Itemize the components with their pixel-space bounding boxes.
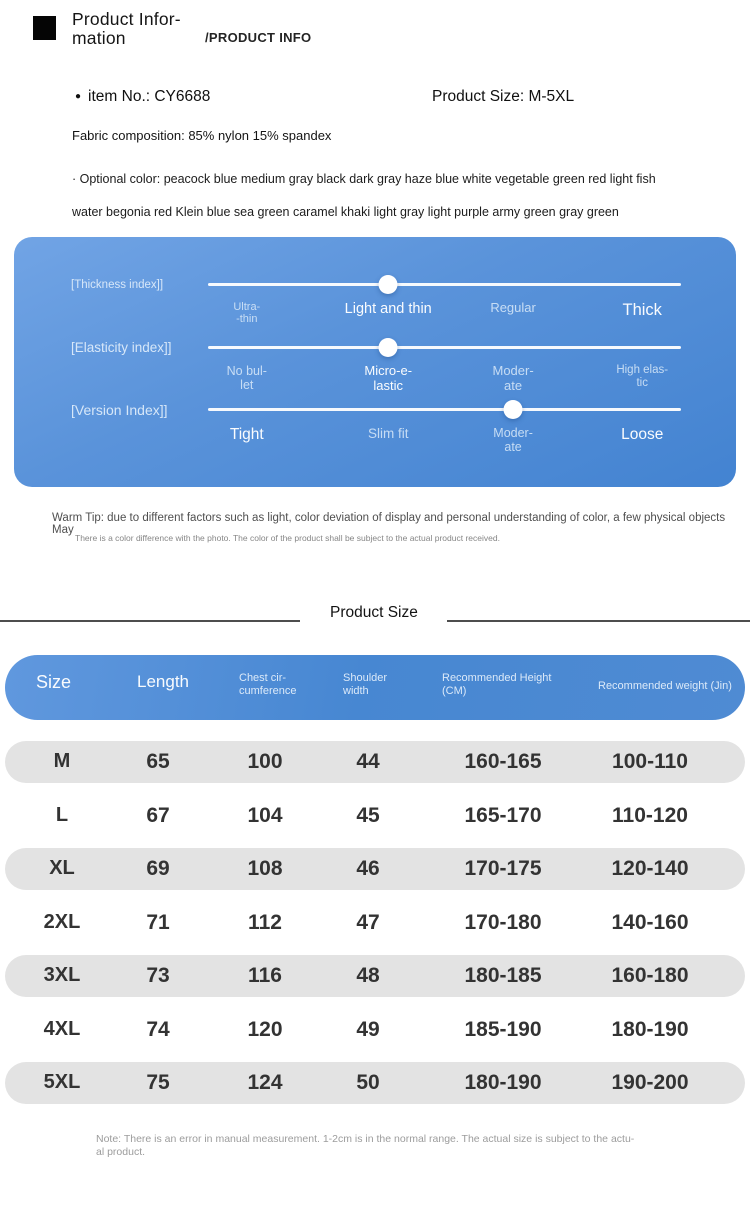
cell-shoulder: 48 [356,964,380,987]
cell-height: 170-180 [464,911,542,934]
measurement-note [96,1133,634,1158]
version-slider [208,400,681,420]
version-options [208,426,681,460]
cell-height: 165-170 [464,804,542,827]
option-loose: Loose [621,426,664,443]
cell-size: 4XL [43,1018,81,1040]
option-high-elastic: High elas- tic [616,364,669,389]
elasticity-slider-knob [379,338,398,357]
elasticity-slider-track [208,346,681,349]
table-row-2xl [5,902,745,944]
thickness-slider-knob [379,275,398,294]
page-title-line2: mation [72,28,126,48]
cell-height: 160-165 [464,750,542,773]
cell-length: 67 [146,804,170,827]
option-no-bullet: No bul- let [226,364,267,393]
table-row-l [5,795,745,837]
option-moderate-version: Moder- ate [493,426,533,455]
cell-weight: 190-200 [611,1071,689,1094]
cell-shoulder: 44 [356,750,380,773]
optional-colors-line1: · Optional color: peacock blue medium gray black dark gray haze blue white vegetable green red light fish [72,172,656,186]
cell-chest: 120 [247,1018,283,1041]
option-thick: Thick [622,301,662,319]
thickness-options [208,301,681,335]
cell-height: 170-175 [464,857,542,880]
cell-size: 5XL [43,1071,81,1093]
cell-chest: 124 [247,1071,283,1094]
cell-size: L [55,804,69,826]
elasticity-slider [208,338,681,358]
cell-weight: 110-120 [612,804,688,827]
cell-height: 180-185 [464,964,542,987]
option-regular: Regular [490,300,536,315]
option-micro-elastic: Micro-e- lastic [364,363,413,393]
cell-weight: 140-160 [611,911,689,934]
cell-length: 75 [146,1071,170,1094]
warm-tip-line2: There is a color difference with the photo. The color of the product shall be subject to the actual product received. [75,533,500,543]
bullet-icon: ● [75,90,82,102]
cell-height: 185-190 [464,1018,542,1041]
cell-shoulder: 47 [356,911,380,934]
cell-size: 2XL [43,911,81,933]
index-panel [14,237,736,487]
col-weight: Recommended weight (Jin) [598,680,732,692]
cell-weight: 120-140 [611,857,689,880]
option-ultra-thin: Ultra- -thin [233,301,261,326]
elasticity-index-label: [Elasticity index]] [71,340,172,355]
item-number-text: item No.: CY6688 [88,88,211,105]
col-length: Length [137,672,189,691]
cell-shoulder: 46 [356,857,380,880]
warm-tip-line1: Warm Tip: due to different factors such as light, color deviation of display and personal understanding of color, a few physical objects May [52,512,726,536]
cell-size: M [53,750,71,772]
thickness-index-label: [Thickness index]] [71,279,164,291]
cell-chest: 116 [248,964,282,987]
version-index-row [14,400,736,462]
option-light-and-thin: Light and thin [344,301,432,317]
cell-shoulder: 50 [356,1071,380,1094]
cell-shoulder: 45 [356,804,380,827]
page-title-line1: Product Infor- [72,9,181,29]
cell-length: 74 [146,1018,170,1041]
cell-chest: 108 [247,857,283,880]
thickness-slider-track [208,283,681,286]
version-slider-knob [504,400,523,419]
option-slim-fit: Slim fit [367,426,409,441]
col-shoulder: Shoulder width [343,672,388,697]
option-tight: Tight [229,426,264,443]
thickness-index-row [14,275,736,337]
table-row-m [5,741,745,783]
cell-length: 73 [146,964,170,987]
cell-size: 3XL [43,964,81,986]
cell-shoulder: 49 [356,1018,380,1041]
optional-colors [72,163,702,229]
cell-height: 180-190 [464,1071,542,1094]
cell-chest: 104 [247,804,283,827]
table-row-xl [5,848,745,890]
product-size-range: Product Size: M-5XL [432,88,575,105]
optional-colors-line2: water begonia red Klein blue sea green caramel khaki light gray light purple army green gray green [72,205,619,219]
elasticity-options [208,364,681,398]
cell-weight: 100-110 [612,750,688,773]
cell-chest: 112 [248,911,282,934]
cell-weight: 180-190 [611,1018,689,1041]
page-subtitle: /PRODUCT INFO [205,30,312,45]
divider-left [0,620,300,622]
table-row-5xl [5,1062,745,1104]
measurement-note-line2: al product. [96,1145,146,1158]
col-size: Size [36,672,72,692]
version-index-label: [Version Index]] [71,402,168,418]
fabric-composition: Fabric composition: 85% nylon 15% spandex [72,128,332,143]
elasticity-index-row [14,338,736,400]
size-section-title: Product Size [330,604,418,621]
measurement-note-line1: Note: There is an error in manual measurement. 1-2cm is in the normal range. The actual size is subject to the actu- [96,1133,635,1145]
thickness-slider [208,275,681,295]
divider-right [447,620,750,622]
item-number [75,88,210,106]
cell-length: 69 [146,857,170,880]
version-slider-track [208,408,681,411]
title-square-marker-icon [33,16,56,40]
option-moderate-elasticity: Moder- ate [492,363,534,393]
cell-length: 65 [146,750,170,773]
page-title [72,10,181,48]
table-row-4xl [5,1009,745,1051]
table-row-3xl [5,955,745,997]
col-chest: Chest cir- cumference [239,672,297,697]
cell-chest: 100 [247,750,283,773]
size-table-header [5,655,745,720]
cell-size: XL [49,857,75,879]
cell-weight: 160-180 [611,964,689,987]
col-height: Recommended Height (CM) [442,672,552,697]
cell-length: 71 [146,911,170,934]
